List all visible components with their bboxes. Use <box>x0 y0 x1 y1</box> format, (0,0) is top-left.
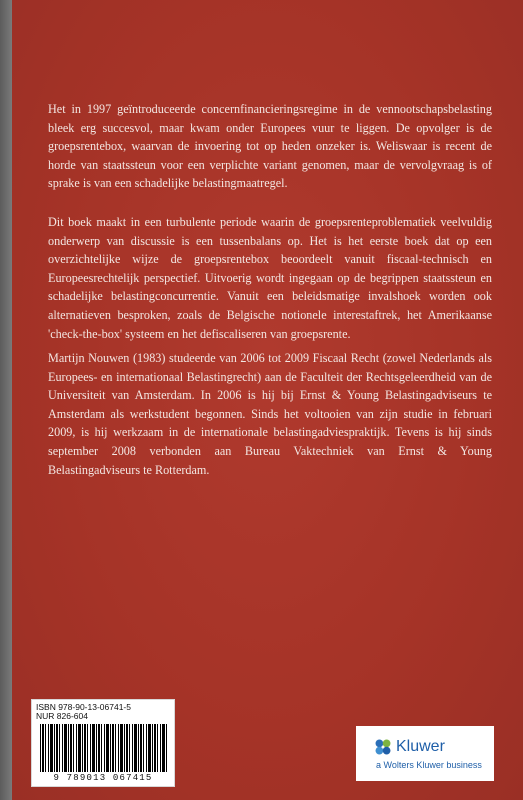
barcode-digits: 9 789013 067415 <box>34 773 172 783</box>
spine-shadow <box>0 0 12 800</box>
publisher-logo-box <box>356 726 494 781</box>
intro-paragraph: Het in 1997 geïntroduceerde concernfinancieringsregime in de vennootschapsbelasting bleek erg succesvol, maar kwam onder Europees vuur te liggen. De opvolger is de groepsrentebox, waarvan de invoering tot op heden onzeker is. Weliswaar is recent de horde van staatssteun voor een verplichte variant genomen, maar de vervolgvraag is of sprake is van een schadelijke belastingmaatregel. <box>48 102 492 191</box>
publisher-tagline: a Wolters Kluwer business <box>376 760 482 770</box>
isbn-text: ISBN 978-90-13-06741-5 <box>36 702 131 712</box>
barcode-label <box>31 699 175 787</box>
kluwer-globe-icon <box>374 738 392 756</box>
barcode-bars <box>40 724 168 772</box>
nur-text: NUR 826-604 <box>36 711 88 721</box>
author-bio-paragraph: Martijn Nouwen (1983) studeerde van 2006 tot 2009 Fiscaal Recht (zowel Nederlands als Europees- en internationaal Belastingrecht) aan de Faculteit der Rechtsgeleerdheid van de Universiteit van Amsterdam. In 2006 is hij bij Ernst & Young Belastingadviseurs te Amsterdam als werkstudent begonnen. Sinds het voltooien van zijn studie in februari 2009, is hij werkzaam in de internationale belastingadviespraktijk. Tevens is hij sinds september 2008 verbonden aan Bureau Vaktechniek van Ernst & Young Belastingadviseurs te Rotterdam. <box>48 351 492 477</box>
publisher-name: Kluwer <box>396 738 445 755</box>
summary-paragraph: Dit boek maakt in een turbulente periode waarin de groepsrenteproblematiek veelvuldig onderwerp van discussie is een tussenbalans op. Het is het eerste boek dat op een overzichtelijke wijze de groepsrentebox beoordeelt vanuit fiscaal-technisch en Europeesrechtelijk perspectief. Uitvoerig wordt ingegaan op de begrippen staatssteun en schadelijke belastingconcurrentie. Vanuit een beleidsmatige invalshoek worden ook alternatieven besproken, zoals de Belgische notionele interestaftrek, het Amerikaanse 'check-the-box' systeem en het defiscaliseren van groepsrente. <box>48 215 492 341</box>
back-cover <box>12 0 523 800</box>
